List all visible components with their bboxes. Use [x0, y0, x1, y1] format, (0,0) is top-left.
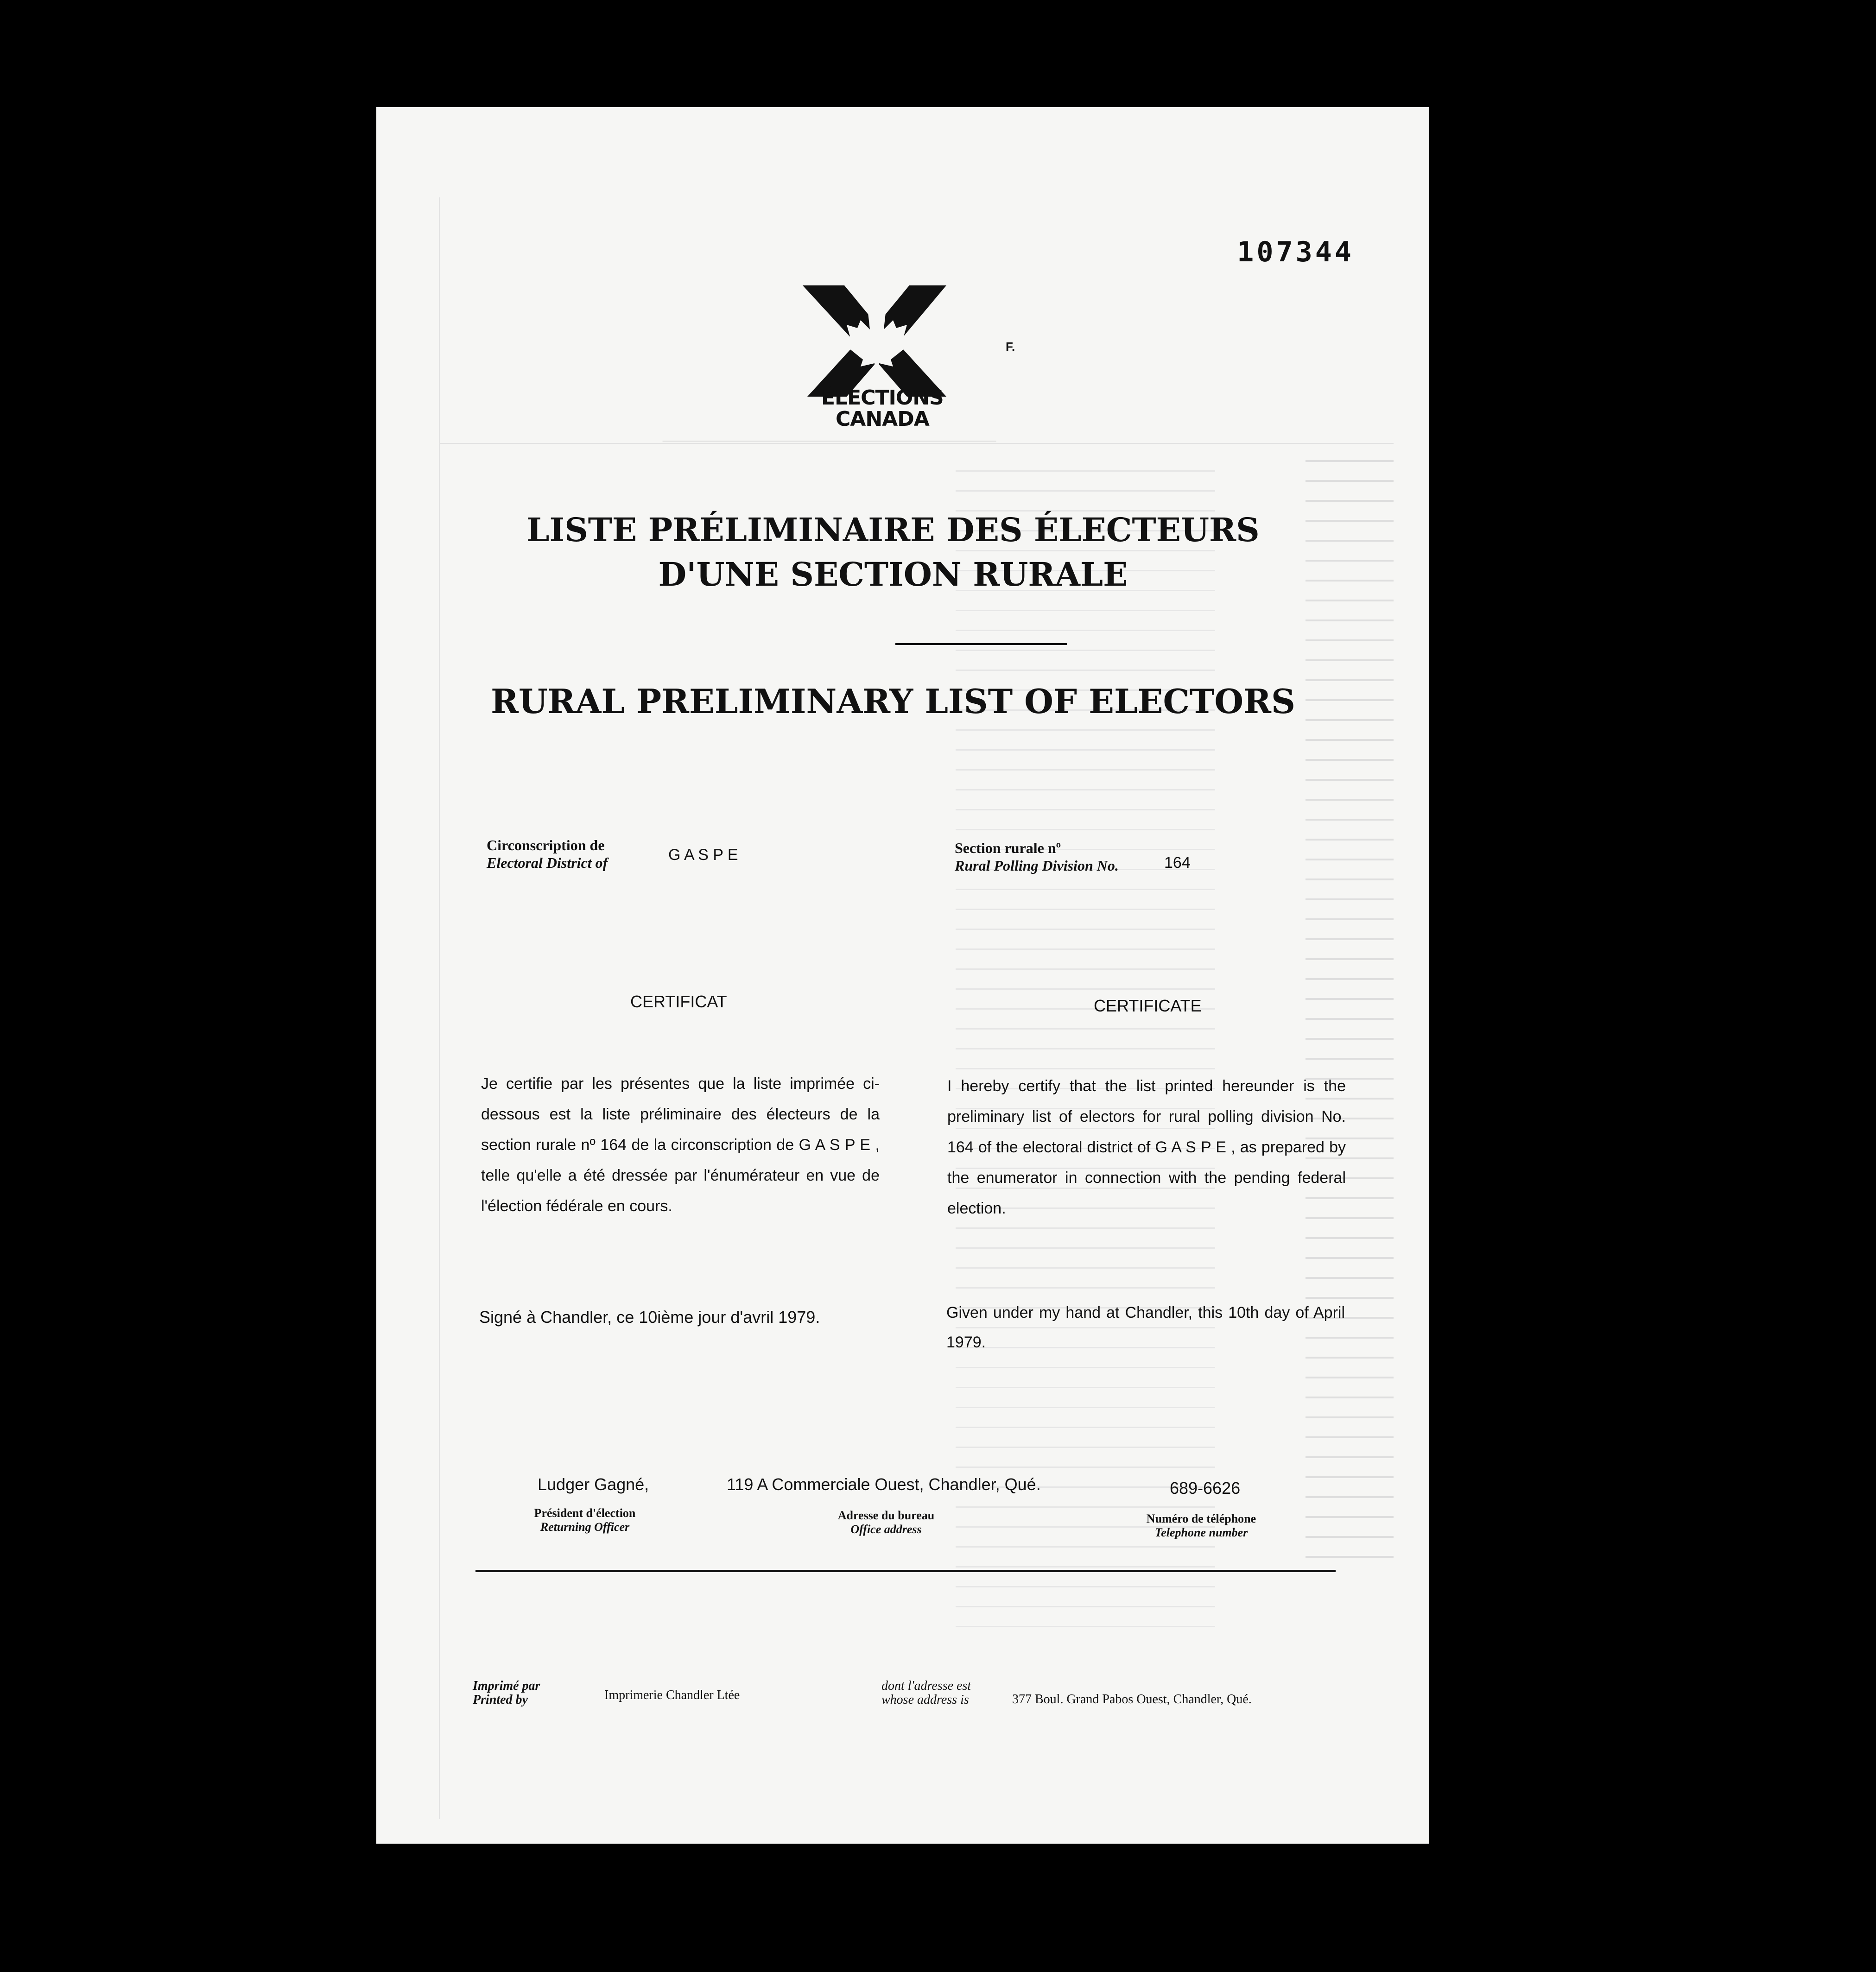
certificate-en-signed: Given under my hand at Chandler, this 10th day of April 1979.	[946, 1304, 1345, 1351]
document-page	[376, 107, 1429, 1844]
division-label-en: Rural Polling Division No.	[955, 857, 1119, 874]
title-divider	[895, 643, 1067, 645]
telephone-label-fr: Numéro de téléphone	[1146, 1512, 1256, 1525]
office-address-value: 119 A Commerciale Ouest, Chandler, Qué.	[727, 1475, 1041, 1494]
printer-label-en: Printed by	[473, 1693, 528, 1707]
logo-wordmark	[821, 387, 944, 430]
title-french-line2: D'UNE SECTION RURALE	[658, 555, 1128, 594]
bleed-through-frame	[439, 197, 440, 1819]
printer-address-label	[881, 1679, 971, 1707]
printer-label	[473, 1679, 540, 1707]
district-label-fr: Circonscription de	[487, 837, 605, 853]
certificate-en-body: I hereby certify that the list printed hereunder is the preliminary list of electors for rural polling division No. 164 of the electoral district of G A S P E , as prepared by the enumerator in connection with the pending federal election.	[947, 1077, 1346, 1217]
office-address-label-en: Office address	[850, 1523, 922, 1536]
telephone-label	[1132, 1512, 1271, 1540]
telephone-label-en: Telephone number	[1154, 1526, 1248, 1539]
office-address-label	[826, 1509, 946, 1536]
logo-letter: F.	[1006, 340, 1015, 354]
bleed-through-column	[1306, 450, 1394, 1562]
printer-label-fr: Imprimé par	[473, 1679, 540, 1693]
returning-officer-label-fr: Président d'élection	[534, 1506, 636, 1520]
division-value: 164	[1164, 854, 1191, 872]
returning-officer-label-en: Returning Officer	[540, 1520, 630, 1534]
title-french	[446, 508, 1340, 597]
bleed-through-column	[956, 459, 1215, 1645]
title-french-line1: LISTE PRÉLIMINAIRE DES ÉLECTEURS	[526, 511, 1260, 549]
returning-officer-name: Ludger Gagné,	[538, 1475, 649, 1494]
printer-address: 377 Boul. Grand Pabos Ouest, Chandler, Qué.	[1012, 1692, 1252, 1707]
logo-line1: ÉLECTIONS	[821, 386, 944, 410]
district-label	[487, 836, 608, 872]
returning-officer-label	[529, 1506, 640, 1534]
certificate-fr-body: Je certifie par les présentes que la liste imprimée ci-dessous est la liste préliminaire des électeurs de la section rurale nº 164 de la circonscription de G A S P E , telle qu'elle a été dressée par l'énumérateur en vue de l'élection fédérale en cours.	[481, 1075, 880, 1215]
telephone-value: 689-6626	[1170, 1479, 1241, 1498]
certificate-fr-heading: CERTIFICAT	[630, 992, 727, 1011]
bleed-through-rule	[439, 443, 1394, 444]
printer-address-label-en: whose address is	[881, 1693, 969, 1707]
certificate-en-heading: CERTIFICATE	[1094, 996, 1202, 1015]
signature-divider	[475, 1570, 1336, 1572]
printer-address-label-fr: dont l'adresse est	[881, 1679, 971, 1693]
title-english: RURAL PRELIMINARY LIST OF ELECTORS	[491, 682, 1295, 721]
office-address-label-fr: Adresse du bureau	[837, 1509, 935, 1522]
printer-name: Imprimerie Chandler Ltée	[604, 1688, 740, 1702]
district-label-en: Electoral District of	[487, 854, 608, 871]
logo-line2: CANADA	[835, 407, 929, 431]
certificate-fr-signed: Signé à Chandler, ce 10ième jour d'avril 1979.	[479, 1308, 820, 1327]
division-label-fr: Section rurale nº	[955, 840, 1061, 856]
district-value: G A S P E	[668, 846, 738, 864]
serial-number: 107344	[1237, 236, 1354, 268]
division-label	[955, 839, 1119, 874]
